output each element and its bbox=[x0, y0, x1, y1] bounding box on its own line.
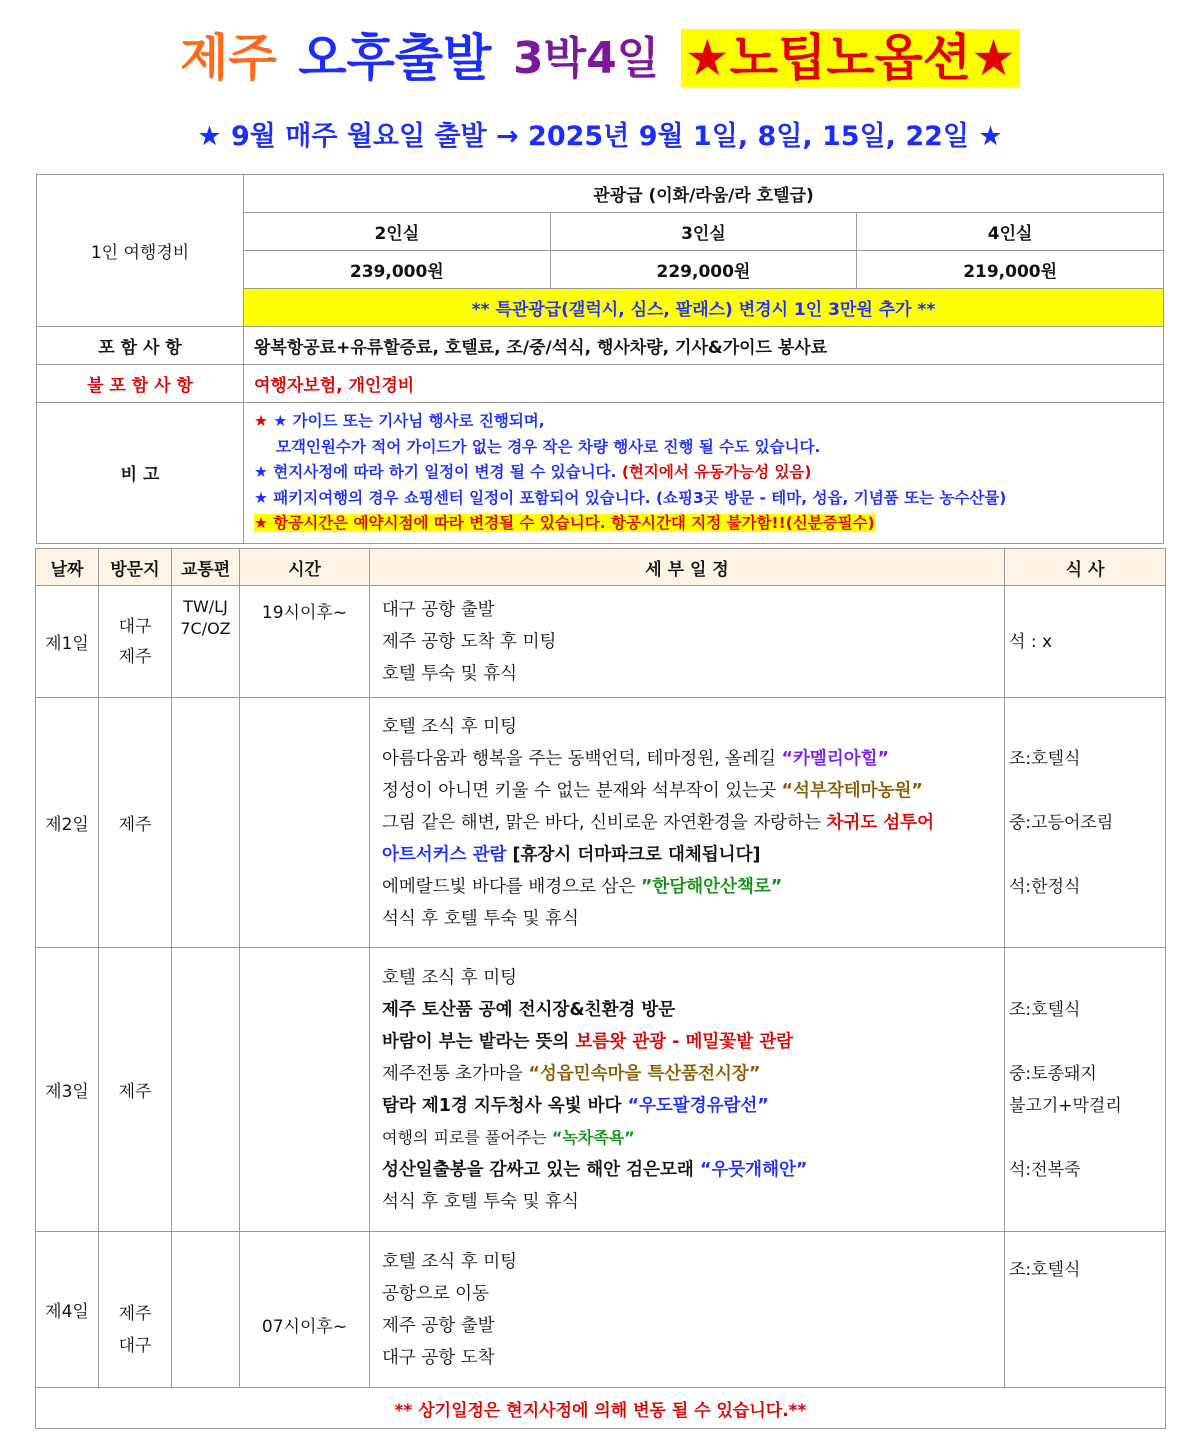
title-departure: 오후출발 bbox=[298, 29, 492, 87]
day2-meal: 조:호텔식 중:고등어조림 석:한정식 bbox=[1005, 698, 1166, 948]
exclude-text: 여행자보험, 개인경비 bbox=[244, 365, 1164, 403]
day2-row bbox=[36, 698, 1166, 948]
col-meal: 식 사 bbox=[1005, 549, 1166, 586]
day1-time: 19시이후~ bbox=[240, 586, 370, 698]
day2-detail: 호텔 조식 후 미팅 아름다움과 행복을 주는 동백언덕, 테마정원, 올레길 “카멜리아힐” 정성이 아니면 키울 수 없는 분재와 석부작이 있는곳 “석부작테마농원” 그림 같은 해변, 맑은 바다, 신비로운 자연환경을 자랑하는 차귀도 섬투어 아트서커스 관람 [휴장시 더마파크로 대체됩니다] 에메랄드빛 바다를 배경으로 삼은 ”한담해안산책로” 석식 후 호텔 투숙 및 휴식 bbox=[370, 698, 1005, 948]
col-time: 시간 bbox=[240, 549, 370, 586]
price-2: 239,000원 bbox=[244, 251, 551, 289]
note-4: ★ 항공시간은 예약시점에 따라 변경될 수 있습니다. 항공시간대 지정 불가함!!(신분증필수) bbox=[254, 514, 875, 532]
title-duration: 3박4일 bbox=[512, 33, 660, 84]
note-1b: 모객인원수가 적어 가이드가 없는 경우 작은 차량 행사로 진행 될 수도 있습니다. bbox=[276, 437, 821, 456]
exclude-label: 불 포 함 사 항 bbox=[37, 365, 244, 403]
note-2: ★ 현지사정에 따라 하기 일정이 변경 될 수 있습니다. (현지에서 유동가능성 있음) bbox=[254, 463, 812, 481]
schedule-footer-note: ** 상기일정은 현지사정에 의해 변동 될 수 있습니다.** bbox=[36, 1388, 1166, 1429]
schedule-table bbox=[35, 548, 1166, 1429]
day3-label: 제3일 bbox=[36, 948, 99, 1232]
day1-transport: TW/LJ 7C/OZ bbox=[172, 586, 240, 698]
hotel-grade: 관광급 (이화/라움/라 호텔급) bbox=[244, 175, 1164, 213]
day2-label: 제2일 bbox=[36, 698, 99, 948]
price-table bbox=[36, 174, 1164, 544]
include-text: 왕복항공료+유류할증료, 호텔료, 조/중/석식, 행사차량, 기사&가이드 봉사료 bbox=[244, 327, 1164, 365]
day1-label: 제1일 bbox=[36, 586, 99, 698]
day3-place: 제주 bbox=[99, 948, 172, 1232]
day4-places: 제주 대구 bbox=[99, 1232, 172, 1388]
title-destination: 제주 bbox=[180, 29, 277, 87]
price-label: 1인 여행경비 bbox=[37, 175, 244, 327]
departure-dates: ★ 9월 매주 월요일 출발 → 2025년 9월 1일, 8일, 15일, 22일 ★ bbox=[197, 121, 1003, 152]
room-2: 2인실 bbox=[244, 213, 551, 251]
title-no-tip-badge: ★노팁노옵션★ bbox=[681, 29, 1020, 87]
day3-row bbox=[36, 948, 1166, 1232]
col-day: 날짜 bbox=[36, 549, 99, 586]
day1-meal: 석 : x bbox=[1005, 586, 1166, 698]
page-title bbox=[0, 18, 1200, 90]
day4-label: 제4일 bbox=[36, 1232, 99, 1388]
note-1: ★ ★ 가이드 또는 기사님 행사로 진행되며, bbox=[254, 412, 545, 430]
day2-place: 제주 bbox=[99, 698, 172, 948]
day4-meal: 조:호텔식 bbox=[1005, 1232, 1166, 1388]
day3-meal: 조:호텔식 중:토종돼지 불고기+막걸리 석:전복죽 bbox=[1005, 948, 1166, 1232]
day1-detail: 대구 공항 출발 제주 공항 도착 후 미팅 호텔 투숙 및 휴식 bbox=[370, 586, 1005, 698]
day1-places: 대구 제주 bbox=[99, 586, 172, 698]
upgrade-note: ** 특관광급(갤럭시, 심스, 팔래스) 변경시 1인 3만원 추가 ** bbox=[244, 289, 1164, 327]
price-4: 219,000원 bbox=[857, 251, 1164, 289]
room-3: 3인실 bbox=[550, 213, 857, 251]
price-3: 229,000원 bbox=[550, 251, 857, 289]
col-transport: 교통편 bbox=[172, 549, 240, 586]
include-label: 포 함 사 항 bbox=[37, 327, 244, 365]
day1-row bbox=[36, 586, 1166, 698]
day3-detail: 호텔 조식 후 미팅 제주 토산품 공예 전시장&친환경 방문 바람이 부는 밭라는 뜻의 보름왓 관광 - 메밀꽃밭 관람 제주전통 초가마을 “성읍민속마을 특산품전시장” 탐라 제1경 지두청사 옥빛 바다 “우도팔경유람선” 여행의 피로를 풀어주는 “녹차족욕” 성산일출봉을 감싸고 있는 해안 검은모래 “우뭇개해안” 석식 후 호텔 투숙 및 휴식 bbox=[370, 948, 1005, 1232]
note-3: ★ 패키지여행의 경우 쇼핑센터 일정이 포함되어 있습니다. (쇼핑3곳 방문 - 테마, 성읍, 기념품 또는 농수산물) bbox=[254, 488, 1007, 507]
notes bbox=[244, 403, 1164, 544]
col-place: 방문지 bbox=[99, 549, 172, 586]
day4-row bbox=[36, 1232, 1166, 1388]
col-detail: 세 부 일 정 bbox=[370, 549, 1005, 586]
day4-time: 07시이후~ bbox=[240, 1232, 370, 1388]
day4-detail: 호텔 조식 후 미팅 공항으로 이동 제주 공항 출발 대구 공항 도착 bbox=[370, 1232, 1005, 1388]
room-4: 4인실 bbox=[857, 213, 1164, 251]
notes-label: 비 고 bbox=[37, 403, 244, 544]
